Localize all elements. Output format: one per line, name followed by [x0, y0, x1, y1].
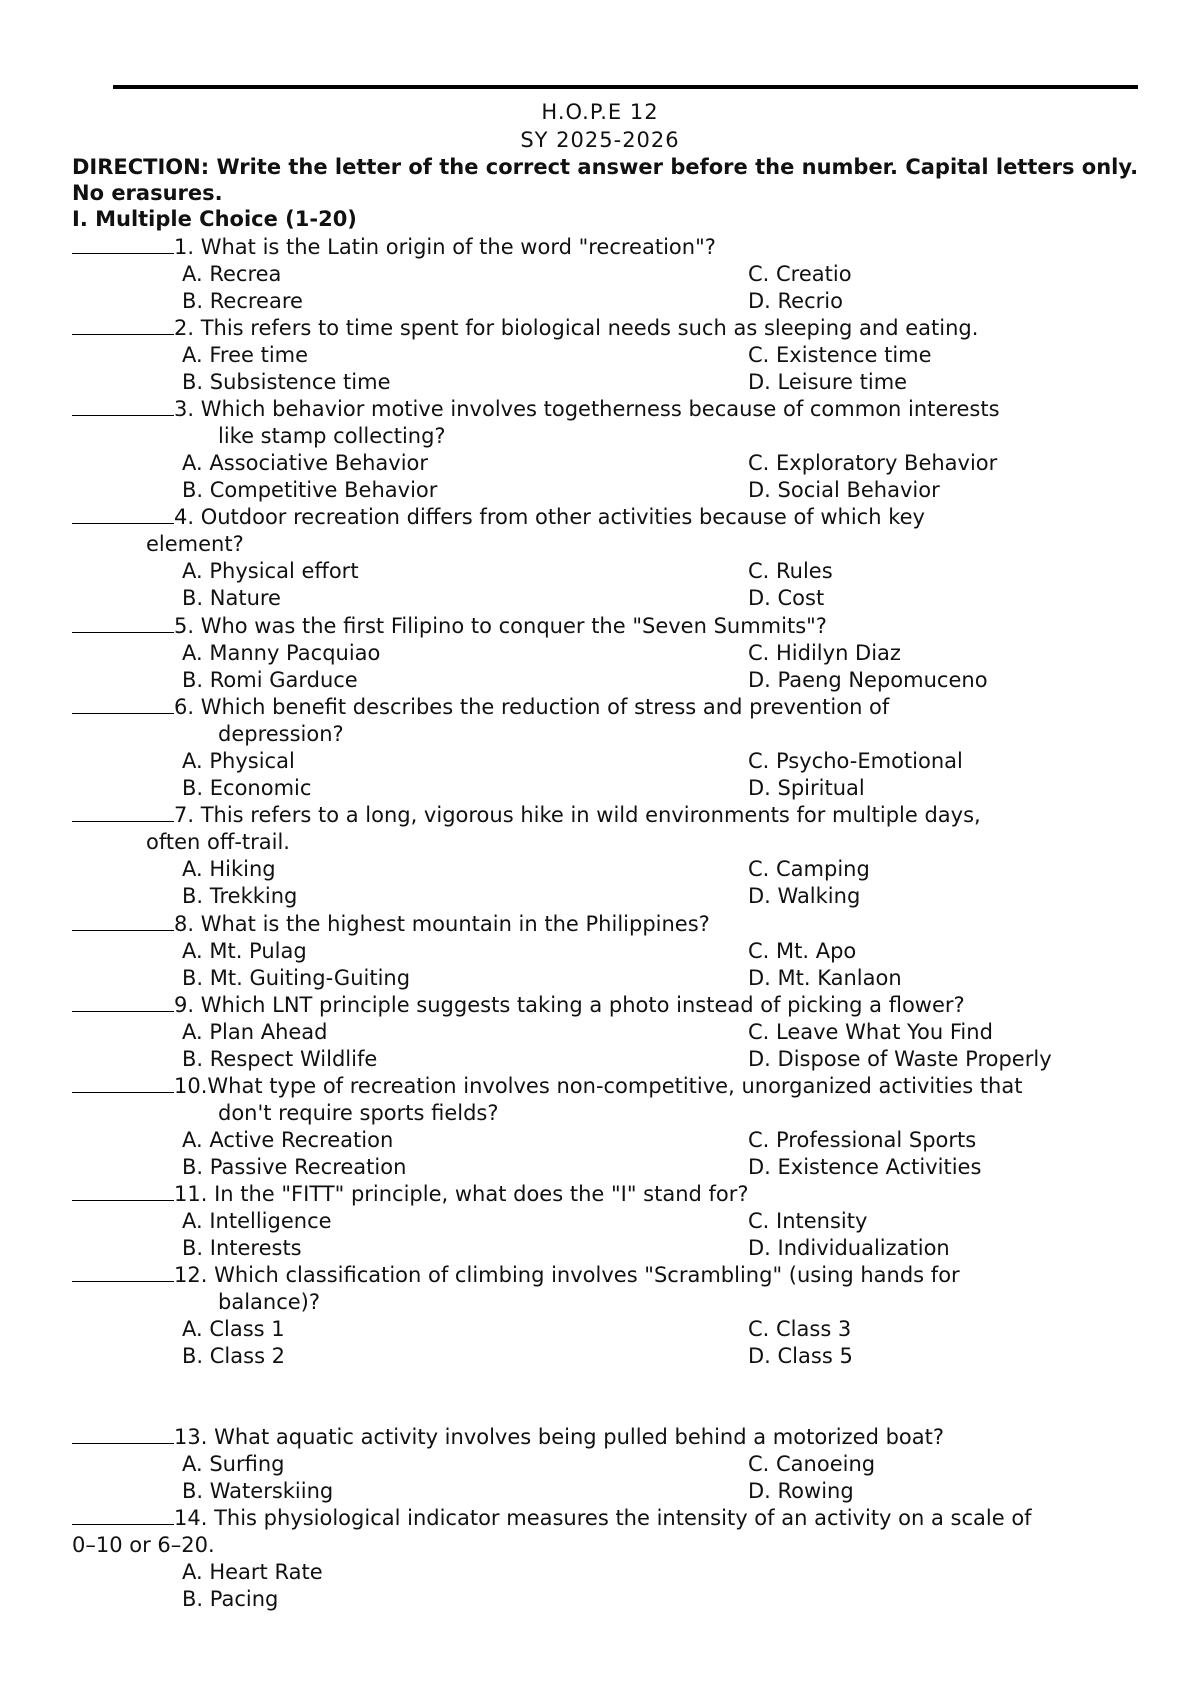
question-text: 11. In the "FITT" principle, what does the "I" stand for? — [174, 1182, 749, 1206]
question-text: 8. What is the highest mountain in the Philippines? — [174, 912, 710, 936]
option: C. Creatio — [748, 262, 852, 286]
answer-blank[interactable] — [72, 991, 174, 1012]
answer-options — [72, 450, 1152, 504]
option: D. Individualization — [748, 1236, 950, 1260]
question-text-continued: balance)? — [218, 1290, 321, 1314]
answer-options — [72, 1019, 1152, 1073]
top-rule — [113, 85, 1138, 89]
question-11 — [72, 1180, 1152, 1262]
option: D. Paeng Nepomuceno — [748, 668, 988, 692]
answer-options — [72, 1451, 1152, 1505]
option: B. Competitive Behavior — [182, 478, 438, 502]
option: A. Active Recreation — [182, 1128, 394, 1152]
option: C. Intensity — [748, 1209, 868, 1233]
answer-blank[interactable] — [72, 1261, 174, 1282]
answer-blank[interactable] — [72, 395, 174, 416]
option: C. Class 3 — [748, 1317, 852, 1341]
option — [748, 1586, 1148, 1613]
question-text: 2. This refers to time spent for biological needs such as sleeping and eating. — [174, 316, 979, 340]
option: B. Nature — [182, 586, 281, 610]
answer-blank[interactable] — [72, 1072, 174, 1093]
direction-text: DIRECTION: Write the letter of the correct answer before the number. Capital letters only. No erasures. — [72, 155, 1139, 205]
answer-blank[interactable] — [72, 693, 174, 714]
question-text-continued: like stamp collecting? — [218, 424, 446, 448]
answer-options — [72, 640, 1152, 694]
answer-blank[interactable] — [72, 910, 174, 931]
option: C. Hidilyn Diaz — [748, 641, 901, 665]
option: C. Psycho-Emotional — [748, 749, 963, 773]
question-9 — [72, 991, 1152, 1073]
question-14 — [72, 1504, 1152, 1613]
question-12 — [72, 1261, 1152, 1370]
option: D. Spiritual — [748, 776, 865, 800]
answer-options — [72, 1127, 1152, 1181]
option: A. Plan Ahead — [182, 1020, 328, 1044]
option: A. Hiking — [182, 857, 276, 881]
option: D. Existence Activities — [748, 1155, 982, 1179]
option — [748, 1559, 1148, 1586]
option: A. Class 1 — [182, 1317, 285, 1341]
option: B. Mt. Guiting-Guiting — [182, 966, 411, 990]
question-text: 3. Which behavior motive involves togetherness because of common interests — [174, 397, 1000, 421]
answer-blank[interactable] — [72, 233, 174, 254]
question-text: 7. This refers to a long, vigorous hike in wild environments for multiple days, — [174, 803, 981, 827]
question-text: 13. What aquatic activity involves being pulled behind a motorized boat? — [174, 1425, 945, 1449]
answer-options — [72, 1559, 1152, 1613]
page-title: H.O.P.E 12 — [541, 100, 659, 124]
answer-options — [72, 261, 1152, 315]
answer-options — [72, 856, 1152, 910]
option: A. Mt. Pulag — [182, 939, 307, 963]
question-text: 9. Which LNT principle suggests taking a photo instead of picking a flower? — [174, 993, 965, 1017]
option: A. Surfing — [182, 1452, 285, 1476]
answer-options — [72, 558, 1152, 612]
question-text-continued: often off-trail. — [146, 830, 290, 854]
option: D. Cost — [748, 586, 825, 610]
answer-blank[interactable] — [72, 1504, 174, 1525]
option: D. Social Behavior — [748, 478, 940, 502]
answer-blank[interactable] — [72, 503, 174, 524]
option: D. Dispose of Waste Properly — [748, 1047, 1052, 1071]
question-13 — [72, 1423, 1152, 1505]
option: A. Physical — [182, 749, 295, 773]
option: D. Rowing — [748, 1479, 854, 1503]
option: C. Existence time — [748, 343, 932, 367]
option: B. Interests — [182, 1236, 302, 1260]
option: A. Recrea — [182, 262, 282, 286]
option: A. Manny Pacquiao — [182, 641, 381, 665]
question-text: 10.What type of recreation involves non-competitive, unorganized activities that — [174, 1074, 1023, 1098]
option: B. Waterskiing — [182, 1479, 334, 1503]
question-text: 6. Which benefit describes the reduction of stress and prevention of — [174, 695, 890, 719]
question-text-continued: don't require sports fields? — [218, 1101, 499, 1125]
option: B. Recreare — [182, 289, 303, 313]
option: C. Professional Sports — [748, 1128, 977, 1152]
question-2 — [72, 314, 1152, 396]
answer-options — [72, 1316, 1152, 1370]
option: D. Leisure time — [748, 370, 908, 394]
option: B. Romi Garduce — [182, 668, 358, 692]
question-7 — [72, 801, 1152, 910]
question-10 — [72, 1072, 1152, 1181]
option: D. Mt. Kanlaon — [748, 966, 902, 990]
option: B. Pacing — [182, 1587, 279, 1611]
answer-options — [72, 938, 1152, 992]
option: A. Physical effort — [182, 559, 359, 583]
question-4 — [72, 503, 1152, 612]
question-text: 1. What is the Latin origin of the word "recreation"? — [174, 235, 716, 259]
option: D. Recrio — [748, 289, 843, 313]
question-text-continued: element? — [146, 532, 244, 556]
answer-blank[interactable] — [72, 612, 174, 633]
answer-blank[interactable] — [72, 314, 174, 335]
answer-blank[interactable] — [72, 1180, 174, 1201]
option: C. Rules — [748, 559, 833, 583]
option: B. Passive Recreation — [182, 1155, 407, 1179]
option: B. Class 2 — [182, 1344, 286, 1368]
option: A. Intelligence — [182, 1209, 332, 1233]
answer-blank[interactable] — [72, 1423, 174, 1444]
option: A. Free time — [182, 343, 309, 367]
answer-options — [72, 342, 1152, 396]
question-text: 14. This physiological indicator measures the intensity of an activity on a scale of — [174, 1506, 1032, 1530]
question-text-continued: depression? — [218, 722, 344, 746]
option: B. Economic — [182, 776, 312, 800]
question-text: 5. Who was the first Filipino to conquer the "Seven Summits"? — [174, 614, 827, 638]
option: A. Heart Rate — [182, 1560, 323, 1584]
answer-options — [72, 748, 1152, 802]
section-heading: I. Multiple Choice (1-20) — [72, 207, 357, 231]
answer-blank[interactable] — [72, 801, 174, 822]
option: B. Trekking — [182, 884, 298, 908]
question-5 — [72, 612, 1152, 694]
question-text-continued: 0–10 or 6–20. — [72, 1533, 215, 1557]
option: C. Camping — [748, 857, 870, 881]
school-year: SY 2025-2026 — [520, 128, 680, 152]
option: C. Mt. Apo — [748, 939, 857, 963]
option: B. Respect Wildlife — [182, 1047, 378, 1071]
option: C. Exploratory Behavior — [748, 451, 998, 475]
question-text: 4. Outdoor recreation differs from other activities because of which key — [174, 505, 925, 529]
question-text: 12. Which classification of climbing involves "Scrambling" (using hands for — [174, 1263, 960, 1287]
option: D. Walking — [748, 884, 861, 908]
question-3 — [72, 395, 1152, 504]
option: D. Class 5 — [748, 1344, 853, 1368]
option: C. Leave What You Find — [748, 1020, 993, 1044]
question-1 — [72, 233, 1152, 315]
option: A. Associative Behavior — [182, 451, 429, 475]
question-6 — [72, 693, 1152, 802]
answer-options — [72, 1208, 1152, 1262]
option: C. Canoeing — [748, 1452, 876, 1476]
option: B. Subsistence time — [182, 370, 391, 394]
question-8 — [72, 910, 1152, 992]
